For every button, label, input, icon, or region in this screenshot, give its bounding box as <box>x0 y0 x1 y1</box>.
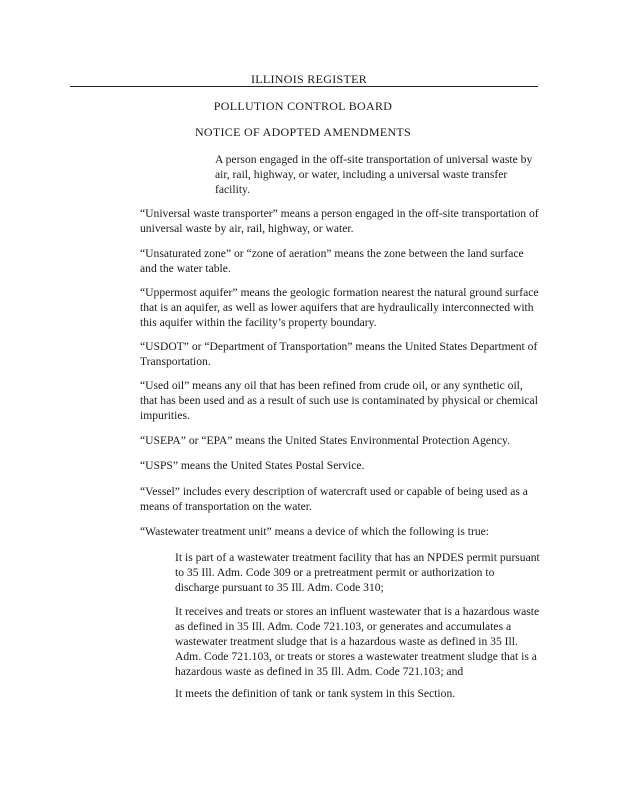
paragraph-hazardous-waste: It receives and treats or stores an influent wastewater that is a hazardous waste as defined in 35 Ill. Adm. Code 721.103, or generates and accumulates a wastewater treatment sludge that is a hazardous waste as defined in 35 Ill. Adm. Code 721.103, or treats or stores a wastewater treatment sludge that is a hazardous waste as defined in 35 Ill. Adm. Code 721.103; and <box>175 605 540 678</box>
register-header <box>0 72 618 87</box>
paragraph-tank-system: It meets the definition of tank or tank system in this Section. <box>175 687 456 700</box>
paragraph-uppermost-aquifer: “Uppermost aquifer” means the geologic formation nearest the natural ground surface that is an aquifer, as well as lower aquifers that are hydraulically interconnected with this aquifer within the facility’s property boundary. <box>140 286 539 329</box>
paragraph-vessel: “Vessel” includes every description of watercraft used or capable of being used as a means of transportation on the water. <box>140 485 528 513</box>
paragraph-usps: “USPS” means the United States Postal Service. <box>140 459 365 472</box>
paragraph-transporter-definition-continuation: A person engaged in the off-site transportation of universal waste by air, rail, highway, or water, including a universal waste transfer facility. <box>215 153 533 196</box>
paragraph-wastewater-treatment-unit: “Wastewater treatment unit” means a device of which the following is true: <box>140 525 490 538</box>
notice-title: NOTICE OF ADOPTED AMENDMENTS <box>194 125 412 139</box>
board-title: POLLUTION CONTROL BOARD <box>213 99 393 113</box>
paragraph-unsaturated-zone: “Unsaturated zone” or “zone of aeration” means the zone between the land surface and the water table. <box>140 247 524 275</box>
paragraph-npdes-permit: It is part of a wastewater treatment facility that has an NPDES permit pursuant to 35 Ill. Adm. Code 309 or a pretreatment permit or authorization to discharge pursuant to 35 Ill. Adm. Code 310; <box>175 551 540 594</box>
paragraph-usdot: “USDOT” or “Department of Transportation” means the United States Department of Transportation. <box>140 340 538 368</box>
paragraph-usepa: “USEPA” or “EPA” means the United States Environmental Protection Agency. <box>140 434 510 447</box>
paragraph-used-oil: “Used oil” means any oil that has been refined from crude oil, or any synthetic oil, that has been used and as a result of such use is contaminated by physical or chemical impurities. <box>140 379 538 422</box>
paragraph-universal-waste-transporter: “Universal waste transporter” means a person engaged in the off-site transportation of universal waste by air, rail, highway, or water. <box>140 207 539 235</box>
register-title: ILLINOIS REGISTER <box>247 72 371 86</box>
